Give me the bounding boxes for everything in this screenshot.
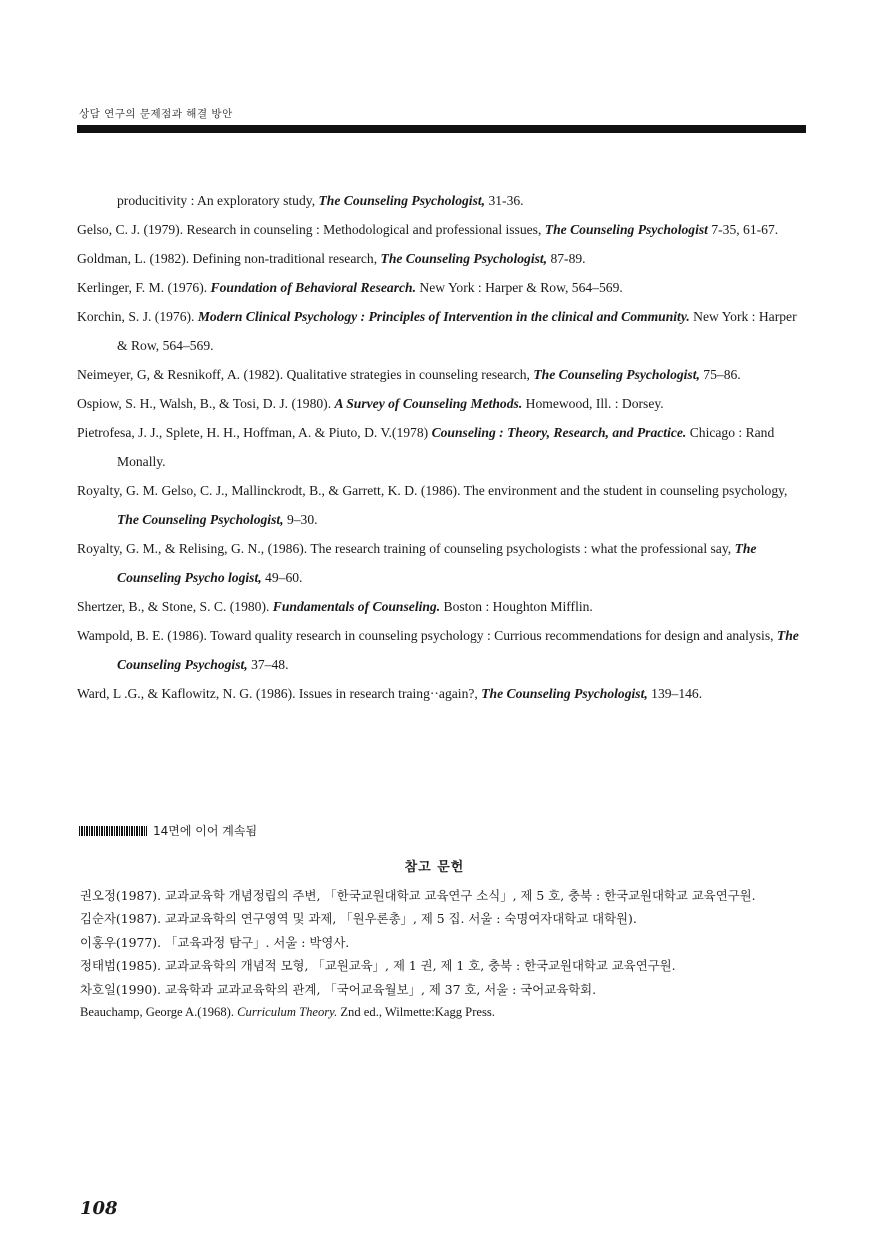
reference-item: Kerlinger, F. M. (1976). Foundation of Behavioral Research. New York : Harper & Row, 564–569. — [77, 280, 623, 295]
running-title: 상담 연구의 문제점과 해결 방안 — [79, 108, 233, 120]
reference-list — [77, 186, 807, 708]
section-title: 참고 문헌 — [404, 860, 465, 875]
korean-reference-list — [80, 884, 810, 1024]
reference-item: producitivity : An exploratory study, The Counseling Psychologist, 31-36. — [117, 193, 524, 208]
barcode-mark — [79, 826, 147, 836]
continued-note — [79, 822, 257, 839]
reference-item: Ospiow, S. H., Walsh, B., & Tosi, D. J. (1980). A Survey of Counseling Methods. Homewood, Ill. : Dorsey. — [77, 396, 664, 411]
reference-item: Royalty, G. M., & Relising, G. N., (1986). The research training of counseling psychologists : what the professional say, The Counseling Psycho logist, 49–60. — [77, 541, 757, 585]
reference-item: Ward, L .G., & Kaflowitz, N. G. (1986). Issues in research traing··again?, The Counseling Psychologist, 139–146. — [77, 686, 703, 701]
reference-item: 정태범(1985). 교과교육학의 개념적 모형, 「교원교육」, 제 1 권, 제 1 호, 충북 : 한국교원대학교 교육연구원. — [80, 958, 676, 974]
reference-item: Korchin, S. J. (1976). Modern Clinical Psychology : Principles of Intervention in the clinical and Community. New York : Harper & Row, 564–569. — [77, 309, 797, 353]
header-rule — [77, 125, 806, 133]
reference-item: Wampold, B. E. (1986). Toward quality research in counseling psychology : Currious recommendations for design and analysis, The Counseling Psychogist, 37–48. — [77, 628, 799, 672]
reference-item: 김순자(1987). 교과교육학의 연구영역 및 과제, 「원우론총」, 제 5 집. 서울 : 숙명여자대학교 대학원). — [80, 911, 637, 927]
reference-item: Royalty, G. M. Gelso, C. J., Mallinckrodt, B., & Garrett, K. D. (1986). The environment and the student in counseling psychology, The Counseling Psychologist, 9–30. — [77, 483, 788, 527]
reference-item: 권오정(1987). 교과교육학 개념정립의 주변, 「한국교원대학교 교육연구 소식」, 제 5 호, 충북 : 한국교원대학교 교육연구원. — [80, 888, 756, 903]
reference-item: Pietrofesa, J. J., Splete, H. H., Hoffman, A. & Piuto, D. V.(1978) Counseling : Theory, Research, and Practice. Chicago : Rand Monally. — [77, 425, 775, 469]
page-number: 108 — [80, 1198, 118, 1219]
reference-item: Goldman, L. (1982). Defining non-traditional research, The Counseling Psychologist, 87-89. — [77, 251, 586, 266]
reference-item: Beauchamp, George A.(1968). Curriculum Theory. Znd ed., Wilmette:Kagg Press. — [80, 1005, 495, 1020]
reference-item: Shertzer, B., & Stone, S. C. (1980). Fundamentals of Counseling. Boston : Houghton Mifflin. — [77, 599, 593, 614]
reference-item: 이홍우(1977). 「교육과정 탐구」. 서울 : 박영사. — [80, 934, 350, 950]
reference-item: 차호일(1990). 교육학과 교과교육학의 관계, 「국어교육월보」, 제 37 호, 서울 : 국어교육학회. — [80, 981, 597, 997]
reference-item: Neimeyer, G, & Resnikoff, A. (1982). Qualitative strategies in counseling research, The Counseling Psychologist, 75–86. — [77, 367, 741, 382]
continued-text: 14면에 이어 계속됨 — [153, 824, 258, 838]
reference-item: Gelso, C. J. (1979). Research in counseling : Methodological and professional issues, The Counseling Psychologist 7-35, 61-67. — [77, 222, 779, 237]
